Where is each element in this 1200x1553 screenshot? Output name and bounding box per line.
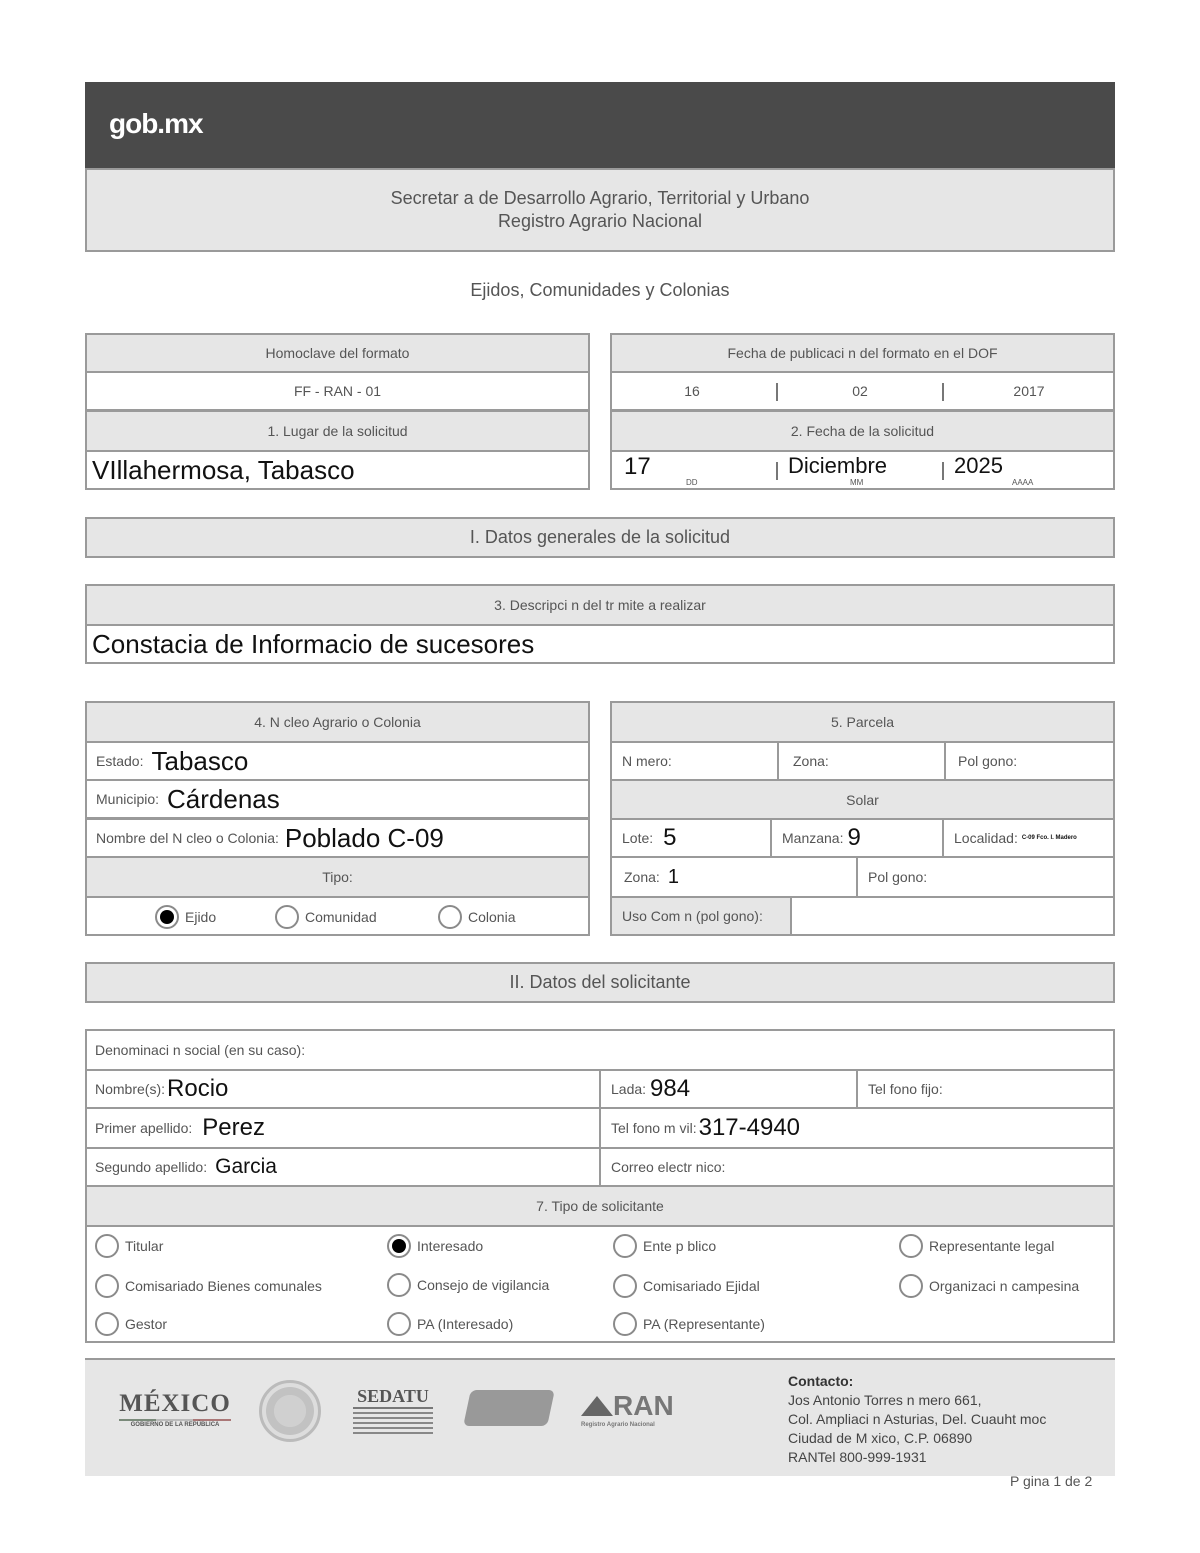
ran-logo-icon (581, 1396, 613, 1416)
telmovil-field[interactable] (599, 1107, 1115, 1149)
radio-representante-legal[interactable] (899, 1234, 923, 1258)
radio-comisariado-ejidal[interactable] (613, 1274, 637, 1298)
dof-label: Fecha de publicaci n del formato en el DOF (610, 333, 1115, 373)
option-titular-label: Titular (125, 1238, 164, 1254)
tipo-option-comunidad[interactable] (275, 905, 377, 929)
tipo-comunidad-label: Comunidad (305, 909, 377, 925)
correo-label: Correo electr nico: (611, 1159, 726, 1175)
option-gestor[interactable] (95, 1312, 167, 1336)
radio-comisariado-bienes[interactable] (95, 1274, 119, 1298)
institution-line1: Secretar a de Desarrollo Agrario, Territorial y Urbano (390, 188, 810, 208)
denominacion-label: Denominaci n social (en su caso): (95, 1042, 306, 1058)
radio-interesado[interactable] (387, 1234, 411, 1258)
fecha-day: 17 (624, 453, 651, 480)
ran-logo-sub: Registro Agrario Nacional (581, 1422, 655, 1428)
option-comisariado-bienes[interactable] (95, 1274, 322, 1298)
escudo-icon (259, 1380, 321, 1442)
section-1-title: I. Datos generales de la solicitud (85, 517, 1115, 558)
option-gestor-label: Gestor (125, 1316, 168, 1332)
solar-label: Solar (610, 779, 1115, 820)
parcela-numero-label: N mero: (622, 753, 672, 769)
estado-value: Tabasco (151, 745, 249, 776)
parcela-poligono-label: Pol gono: (958, 753, 1018, 769)
option-pa-interesado[interactable] (387, 1312, 513, 1336)
apellido1-label: Primer apellido: (95, 1120, 193, 1136)
mexico-logo-sub: GOBIERNO DE LA REPÚBLICA (130, 1422, 220, 1428)
homoclave-label: Homoclave del formato (85, 333, 590, 373)
nombre-label: Nombre(s): (95, 1081, 166, 1097)
fecha-label: 2. Fecha de la solicitud (610, 410, 1115, 452)
descripcion-value: Constacia de Informacio de sucesores (92, 628, 535, 659)
dof-month: 02 (852, 383, 868, 399)
radio-ente-publico[interactable] (613, 1234, 637, 1258)
manzana-label: Manzana: (782, 830, 844, 846)
solar-zona-value: 1 (667, 865, 679, 888)
uso-comun-label: Uso Com n (pol gono): (622, 908, 763, 924)
sedatu-logo-lines (353, 1412, 433, 1434)
solar-poligono-label: Pol gono: (868, 869, 928, 885)
tipo-option-colonia[interactable] (438, 905, 515, 929)
municipio-value: Cárdenas (167, 783, 280, 814)
option-consejo-vigilancia-label: Consejo de vigilancia (417, 1277, 550, 1293)
parcela-zona-field[interactable] (777, 741, 946, 781)
estado-field[interactable] (85, 741, 590, 781)
contact-line-1: Jos Antonio Torres n mero 661, (788, 1392, 982, 1408)
mexico-logo (115, 1390, 235, 1428)
mexico-logo-text: MÉXICO (119, 1390, 231, 1417)
mexico-logo-rule (119, 1419, 231, 1421)
contact-line-3: Ciudad de M xico, C.P. 06890 (788, 1430, 973, 1446)
nombre-field[interactable] (85, 1069, 601, 1109)
section-2-title: II. Datos del solicitante (85, 962, 1115, 1003)
parcela-label: 5. Parcela (610, 701, 1115, 743)
option-organizacion-campesina-label: Organizaci n campesina (929, 1278, 1080, 1294)
fecha-month-hint: MM (850, 478, 864, 487)
uso-comun-label-cell (610, 896, 792, 936)
institution-line2: Registro Agrario Nacional (497, 211, 703, 231)
solar-poligono-field[interactable] (856, 856, 1115, 898)
telfijo-label: Tel fono fijo: (868, 1081, 943, 1097)
institution-box (85, 168, 1115, 252)
fecha-month: Diciembre (788, 453, 888, 478)
option-representante-legal[interactable] (899, 1234, 1054, 1258)
option-comisariado-ejidal-label: Comisariado Ejidal (643, 1278, 760, 1294)
footer (85, 1358, 1115, 1476)
manzana-value: 9 (847, 824, 861, 851)
fecha-year: 2025 (954, 453, 1003, 478)
gobmx-logo: gob.mx (109, 108, 203, 139)
lada-label: Lada: (611, 1081, 647, 1097)
radio-comunidad[interactable] (275, 905, 299, 929)
lote-field[interactable] (610, 818, 772, 858)
ran-logo (581, 1390, 674, 1428)
option-pa-interesado-label: PA (Interesado) (417, 1316, 514, 1332)
lugar-field[interactable] (85, 450, 590, 490)
radio-gestor[interactable] (95, 1312, 119, 1336)
correo-field[interactable] (599, 1147, 1115, 1187)
tipo-solicitante-label: 7. Tipo de solicitante (85, 1185, 1115, 1227)
lugar-value: VIllahermosa, Tabasco (92, 454, 355, 485)
denominacion-field[interactable] (85, 1029, 1115, 1071)
tipo-colonia-label: Colonia (468, 909, 516, 925)
localidad-field[interactable] (942, 818, 1115, 858)
form-title: Ejidos, Comunidades y Colonias (470, 279, 730, 300)
contact-line-2: Col. Ampliaci n Asturias, Del. Cuauht moc (788, 1411, 1047, 1427)
telmovil-label: Tel fono m vil: (611, 1120, 697, 1136)
corett-logo-icon (463, 1390, 555, 1426)
tipo-solicitante-options (85, 1225, 1115, 1343)
tipo-label: Tipo: (85, 856, 590, 898)
parcela-zona-label: Zona: (793, 753, 829, 769)
lada-field[interactable] (599, 1069, 858, 1109)
option-organizacion-campesina[interactable] (899, 1274, 1079, 1298)
header-bar (85, 82, 1115, 168)
fecha-sep-1 (776, 462, 778, 480)
dof-day: 16 (684, 383, 700, 399)
estado-label: Estado: (96, 753, 144, 769)
page-number: P gina 1 de 2 (1010, 1473, 1093, 1489)
option-ente-publico[interactable] (613, 1234, 716, 1258)
radio-consejo-vigilancia[interactable] (387, 1273, 411, 1297)
fecha-field[interactable] (610, 450, 1115, 490)
option-pa-representante[interactable] (613, 1312, 765, 1336)
option-pa-representante-label: PA (Representante) (643, 1316, 765, 1332)
apellido1-field[interactable] (85, 1107, 601, 1149)
homoclave-value: FF - RAN - 01 (85, 371, 590, 411)
radio-colonia[interactable] (438, 905, 462, 929)
option-comisariado-bienes-label: Comisariado Bienes comunales (125, 1278, 322, 1294)
municipio-label: Municipio: (96, 791, 160, 807)
sedatu-logo-text: SEDATU (353, 1386, 433, 1409)
sedatu-logo (353, 1386, 433, 1434)
radio-pa-representante[interactable] (613, 1312, 637, 1336)
apellido2-field[interactable] (85, 1147, 601, 1187)
parcela-poligono-field[interactable] (944, 741, 1115, 781)
radio-ejido[interactable] (155, 905, 179, 929)
fecha-sep-2 (942, 462, 944, 480)
fecha-year-hint: AAAA (1012, 478, 1034, 487)
tipo-option-ejido[interactable] (155, 905, 216, 929)
lote-label: Lote: (622, 830, 654, 846)
lugar-label: 1. Lugar de la solicitud (85, 410, 590, 452)
municipio-field[interactable] (85, 779, 590, 819)
tipo-ejido-label: Ejido (185, 909, 217, 925)
lada-value: 984 (650, 1075, 691, 1102)
apellido1-value: Perez (202, 1114, 265, 1141)
uso-comun-field[interactable] (790, 896, 1115, 936)
option-comisariado-ejidal[interactable] (613, 1274, 760, 1298)
radio-pa-interesado[interactable] (387, 1312, 411, 1336)
radio-organizacion-campesina[interactable] (899, 1274, 923, 1298)
nucleo-label: 4. N cleo Agrario o Colonia (85, 701, 590, 743)
nombre-value: Rocio (167, 1075, 229, 1102)
nombre-nucleo-value: Poblado C-09 (284, 822, 444, 853)
option-consejo-vigilancia[interactable] (387, 1273, 549, 1297)
localidad-value: C-09 Fco. I. Madero (1021, 835, 1077, 841)
dof-year: 2017 (1013, 383, 1045, 399)
option-titular[interactable] (95, 1234, 163, 1258)
localidad-label: Localidad: (954, 830, 1018, 846)
dof-date (610, 371, 1115, 411)
solar-zona-label: Zona: (624, 869, 660, 885)
option-representante-legal-label: Representante legal (929, 1238, 1055, 1254)
nombre-nucleo-label: Nombre del N cleo o Colonia: (96, 830, 279, 846)
parcela-numero-field[interactable] (610, 741, 779, 781)
lote-value: 5 (663, 824, 677, 851)
manzana-field[interactable] (770, 818, 944, 858)
contact-line-4: RANTel 800-999-1931 (788, 1449, 927, 1465)
contact-title: Contacto: (788, 1373, 854, 1389)
telfijo-field[interactable] (856, 1069, 1115, 1109)
contact-block (788, 1372, 1046, 1467)
apellido2-value: Garcia (215, 1155, 277, 1178)
solar-zona-field[interactable] (610, 856, 858, 898)
option-ente-publico-label: Ente p blico (643, 1238, 717, 1254)
ran-logo-text: RAN (613, 1390, 674, 1421)
descripcion-label: 3. Descripci n del tr mite a realizar (85, 584, 1115, 626)
radio-titular[interactable] (95, 1234, 119, 1258)
apellido2-label: Segundo apellido: (95, 1159, 208, 1175)
descripcion-field[interactable] (85, 624, 1115, 664)
option-interesado-label: Interesado (417, 1238, 484, 1254)
option-interesado[interactable] (387, 1234, 483, 1258)
fecha-day-hint: DD (686, 478, 698, 487)
tipo-options (85, 896, 590, 936)
nombre-nucleo-field[interactable] (85, 818, 590, 858)
telmovil-value: 317-4940 (698, 1114, 801, 1141)
